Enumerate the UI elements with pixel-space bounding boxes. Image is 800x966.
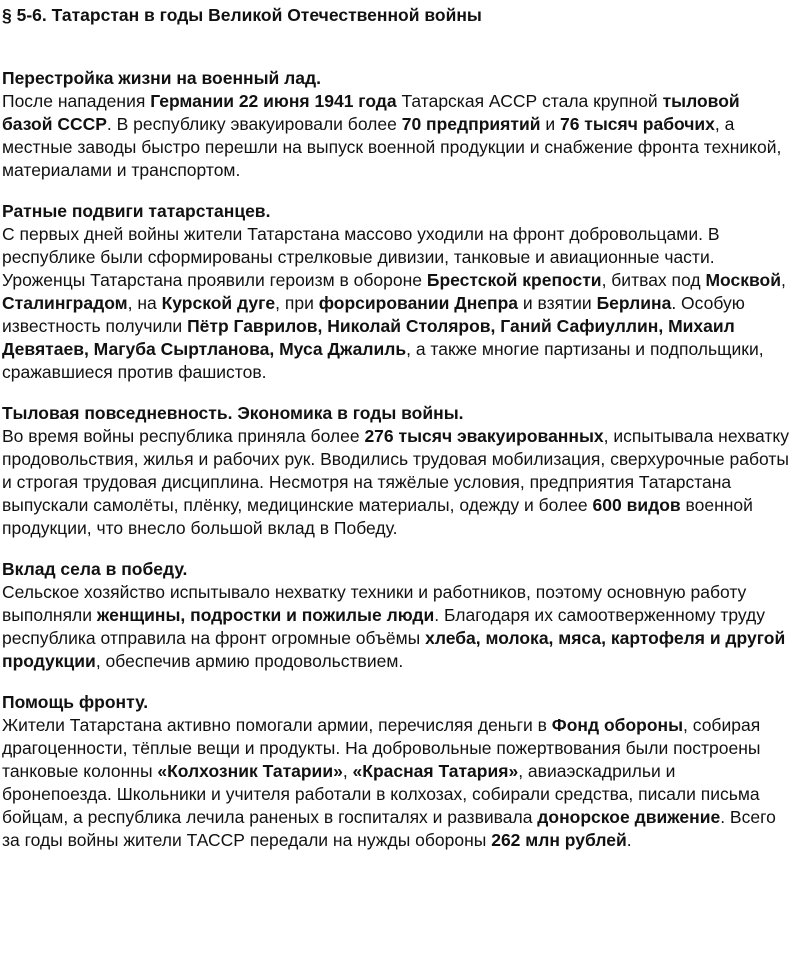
bold-text: 76 тысяч рабочих <box>559 114 715 134</box>
section-paragraph <box>2 223 790 384</box>
text-run: , <box>342 761 353 781</box>
bold-text: Фонд обороны <box>551 715 684 735</box>
text-run: После нападения <box>2 91 151 111</box>
section-paragraph <box>2 581 790 673</box>
text-run: . <box>626 830 632 850</box>
section-heading: Ратные подвиги татарстанцев. <box>2 201 271 221</box>
section-heading: Помощь фронту. <box>2 692 149 712</box>
bold-text: 600 видов <box>592 495 681 515</box>
text-run: , обеспечив армию продовольствием. <box>95 651 404 671</box>
text-run: Во время войны республика приняла более <box>2 426 365 446</box>
bold-text: 262 млн рублей <box>491 830 627 850</box>
section <box>2 200 790 384</box>
text-run: , <box>780 270 786 290</box>
text-run: , а также многие партизаны и подпольщики, сражавшиеся против фашистов. <box>2 339 764 382</box>
bold-text: 276 тысяч эвакуированных <box>364 426 604 446</box>
section-paragraph <box>2 714 790 852</box>
text-run: Татарская АССР стала крупной <box>396 91 663 111</box>
text-run: и взятии <box>518 293 597 313</box>
text-run: , а местные заводы быстро перешли на выпуск военной продукции и снабжение фронта техникой, материалами и транспортом. <box>2 114 782 180</box>
text-run: . Особую известность получили <box>2 293 745 336</box>
text-run: , битвах под <box>601 270 706 290</box>
text-run: , на <box>127 293 162 313</box>
bold-text: Курской дуге <box>161 293 276 313</box>
page-title: § 5-6. Татарстан в годы Великой Отечественной войны <box>2 5 482 25</box>
bold-text: Берлина <box>596 293 672 313</box>
section-paragraph <box>2 425 790 540</box>
section <box>2 402 790 540</box>
bold-text: тыловой базой СССР <box>2 91 740 134</box>
bold-text: «Колхозник Татарии» <box>157 761 343 781</box>
section-heading: Тыловая повседневность. Экономика в годы войны. <box>2 403 464 423</box>
text-run: . Всего за годы войны жители ТАССР передали на нужды обороны <box>2 807 776 850</box>
text-run: военной продукции, что внесло большой вклад в Победу. <box>2 495 753 538</box>
bold-text: Брестской крепости <box>426 270 602 290</box>
sections-container <box>2 67 790 852</box>
bold-text: Германии 22 июня 1941 года <box>150 91 397 111</box>
bold-text: донорское движение <box>537 807 721 827</box>
bold-text: 70 предприятий <box>401 114 541 134</box>
text-run: , при <box>275 293 319 313</box>
bold-text: хлеба, молока, мяса, картофеля и другой продукции <box>2 628 786 671</box>
bold-text: женщины, подростки и пожилые люди <box>96 605 435 625</box>
text-run: . Благодаря их самоотверженному труду республика отправила на фронт огромные объёмы <box>2 605 766 648</box>
section <box>2 558 790 673</box>
bold-text: форсировании Днепра <box>318 293 519 313</box>
bold-text: Пётр Гаврилов, Николай Столяров, Ганий Сафиуллин, Михаил Девятаев, Магуба Сыртланова, Муса Джалиль <box>2 316 735 359</box>
bold-text: Сталинградом <box>2 293 128 313</box>
section-paragraph <box>2 90 790 182</box>
section <box>2 691 790 852</box>
text-run: , авиаэскадрильи и бронепоезда. Школьники и учителя работали в колхозах, собирали средства, писали письма бойцам, а республика лечила раненых в госпиталях и развивала <box>2 761 760 827</box>
section-heading: Перестройка жизни на военный лад. <box>2 68 321 88</box>
text-run: , испытывала нехватку продовольствия, жилья и рабочих рук. Вводились трудовая мобилизация, сверхурочные работы и строгая трудовая дисциплина. Несмотря на тяжёлые условия, предприятия Татарстана выпускали самолёты, плёнку, медицинские материалы, одежду и более <box>2 426 790 515</box>
text-run: , собирая драгоценности, тёплые вещи и продукты. На добровольные пожертвования были построены танковые колонны <box>2 715 761 781</box>
text-run: . В республику эвакуировали более <box>106 114 402 134</box>
text-run: Сельское хозяйство испытывало нехватку техники и работников, поэтому основную работу выполняли <box>2 582 747 625</box>
text-run: С первых дней войны жители Татарстана массово уходили на фронт добровольцами. В республике были сформированы стрелковые дивизии, танковые и авиационные части. Уроженцы Татарстана проявили героизм в обороне <box>2 224 720 290</box>
section <box>2 67 790 182</box>
section-heading: Вклад села в победу. <box>2 559 188 579</box>
bold-text: «Красная Татария» <box>352 761 519 781</box>
bold-text: Москвой <box>705 270 781 290</box>
text-run: Жители Татарстана активно помогали армии, перечисляя деньги в <box>2 715 552 735</box>
text-run: и <box>540 114 560 134</box>
